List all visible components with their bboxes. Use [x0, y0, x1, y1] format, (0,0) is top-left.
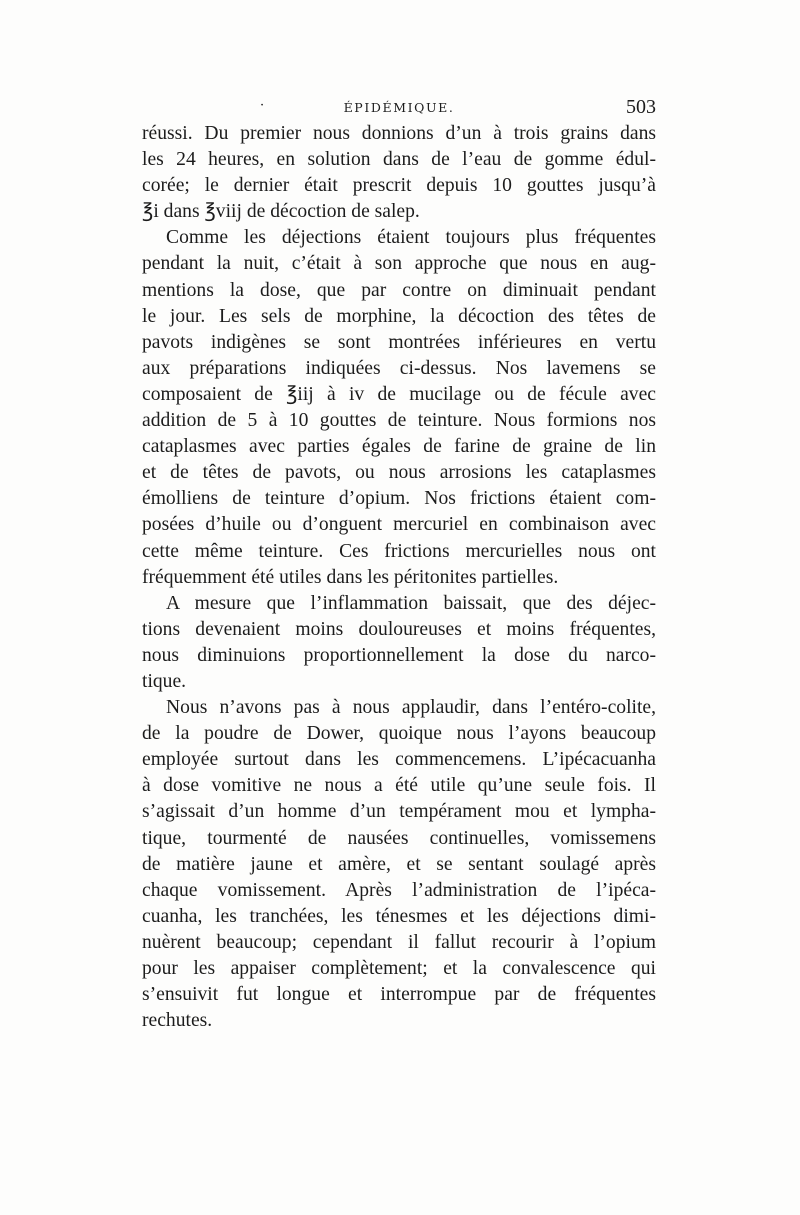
text-line: posées d’huile ou d’onguent mercuriel en combinaison avec: [142, 514, 656, 536]
text-line: pendant la nuit, c’était à son approche que nous en aug-: [142, 253, 656, 275]
text-line: tique, tourmenté de nausées continuelles, vomissemens: [142, 827, 656, 849]
text-line: nous diminuions proportionnellement la dose du narco-: [142, 644, 656, 666]
text-line: ℥i dans ℥viij de décoction de salep.: [142, 201, 420, 223]
paragraph: [142, 695, 656, 1034]
text-line: pour les appaiser complètement; et la convalescence qui: [142, 958, 656, 979]
text-line: de matière jaune et amère, et se sentant soulagé après: [142, 853, 656, 875]
paragraph: [142, 225, 656, 590]
text-line: à dose vomitive ne nous a été utile qu’une seule fois. Il: [142, 775, 656, 797]
running-title: ÉPIDÉMIQUE.: [343, 100, 455, 115]
text-line: rechutes.: [142, 1010, 213, 1032]
text-line: composaient de ℥iij à iv de mucilage ou de fécule avec: [142, 383, 656, 405]
text-line: réussi. Du premier nous donnions d’un à trois grains dans: [142, 123, 656, 144]
text-line: mentions la dose, que par contre on diminuait pendant: [142, 279, 656, 301]
text-line: tions devenaient moins douloureuses et moins fréquentes,: [142, 618, 656, 640]
text-line: corée; le dernier était prescrit depuis 10 gouttes jusqu’à: [142, 175, 656, 197]
text-line: cuanha, les tranchées, les ténesmes et les déjections dimi-: [142, 905, 656, 927]
text-line: cette même teinture. Ces frictions mercurielles nous ont: [142, 540, 656, 562]
text-line: les 24 heures, en solution dans de l’eau de gomme édul-: [142, 149, 656, 171]
text-line: Nous n’avons pas à nous applaudir, dans l’entéro-colite,: [166, 697, 656, 719]
text-line: employée surtout dans les commencemens. L’ipécacuanha: [142, 749, 656, 771]
body-text: [142, 121, 656, 1034]
text-line: addition de 5 à 10 gouttes de teinture. Nous formions nos: [142, 410, 656, 432]
text-line: cataplasmes avec parties égales de farine de graine de lin: [142, 436, 656, 458]
text-line: émolliens de teinture d’opium. Nos frictions étaient com-: [142, 488, 656, 510]
text-line: pavots indigènes se sont montrées inférieures en vertu: [142, 331, 656, 353]
paragraph: [142, 591, 656, 695]
text-line: s’agissait d’un homme d’un tempérament mou et lympha-: [142, 801, 656, 823]
text-line: Comme les déjections étaient toujours plus fréquentes: [166, 227, 656, 249]
text-line: chaque vomissement. Après l’administration de l’ipéca-: [142, 879, 656, 901]
text-line: nuèrent beaucoup; cependant il fallut recourir à l’opium: [142, 931, 656, 953]
text-line: le jour. Les sels de morphine, la décoction des têtes de: [142, 305, 656, 327]
header-dot: ·: [260, 98, 265, 113]
paragraph: [142, 121, 656, 225]
text-line: et de têtes de pavots, ou nous arrosions les cataplasmes: [142, 462, 656, 484]
page-number: 503: [626, 96, 656, 118]
text-line: fréquemment été utiles dans les péritonites partielles.: [142, 566, 559, 588]
text-line: tique.: [142, 670, 187, 692]
text-line: de la poudre de Dower, quoique nous l’ayons beaucoup: [142, 723, 656, 745]
text-line: aux préparations indiquées ci-dessus. Nos lavemens se: [142, 357, 656, 379]
text-line: A mesure que l’inflammation baissait, que des déjec-: [166, 592, 656, 614]
text-line: s’ensuivit fut longue et interrompue par de fréquentes: [142, 984, 656, 1006]
running-head: [142, 96, 656, 120]
